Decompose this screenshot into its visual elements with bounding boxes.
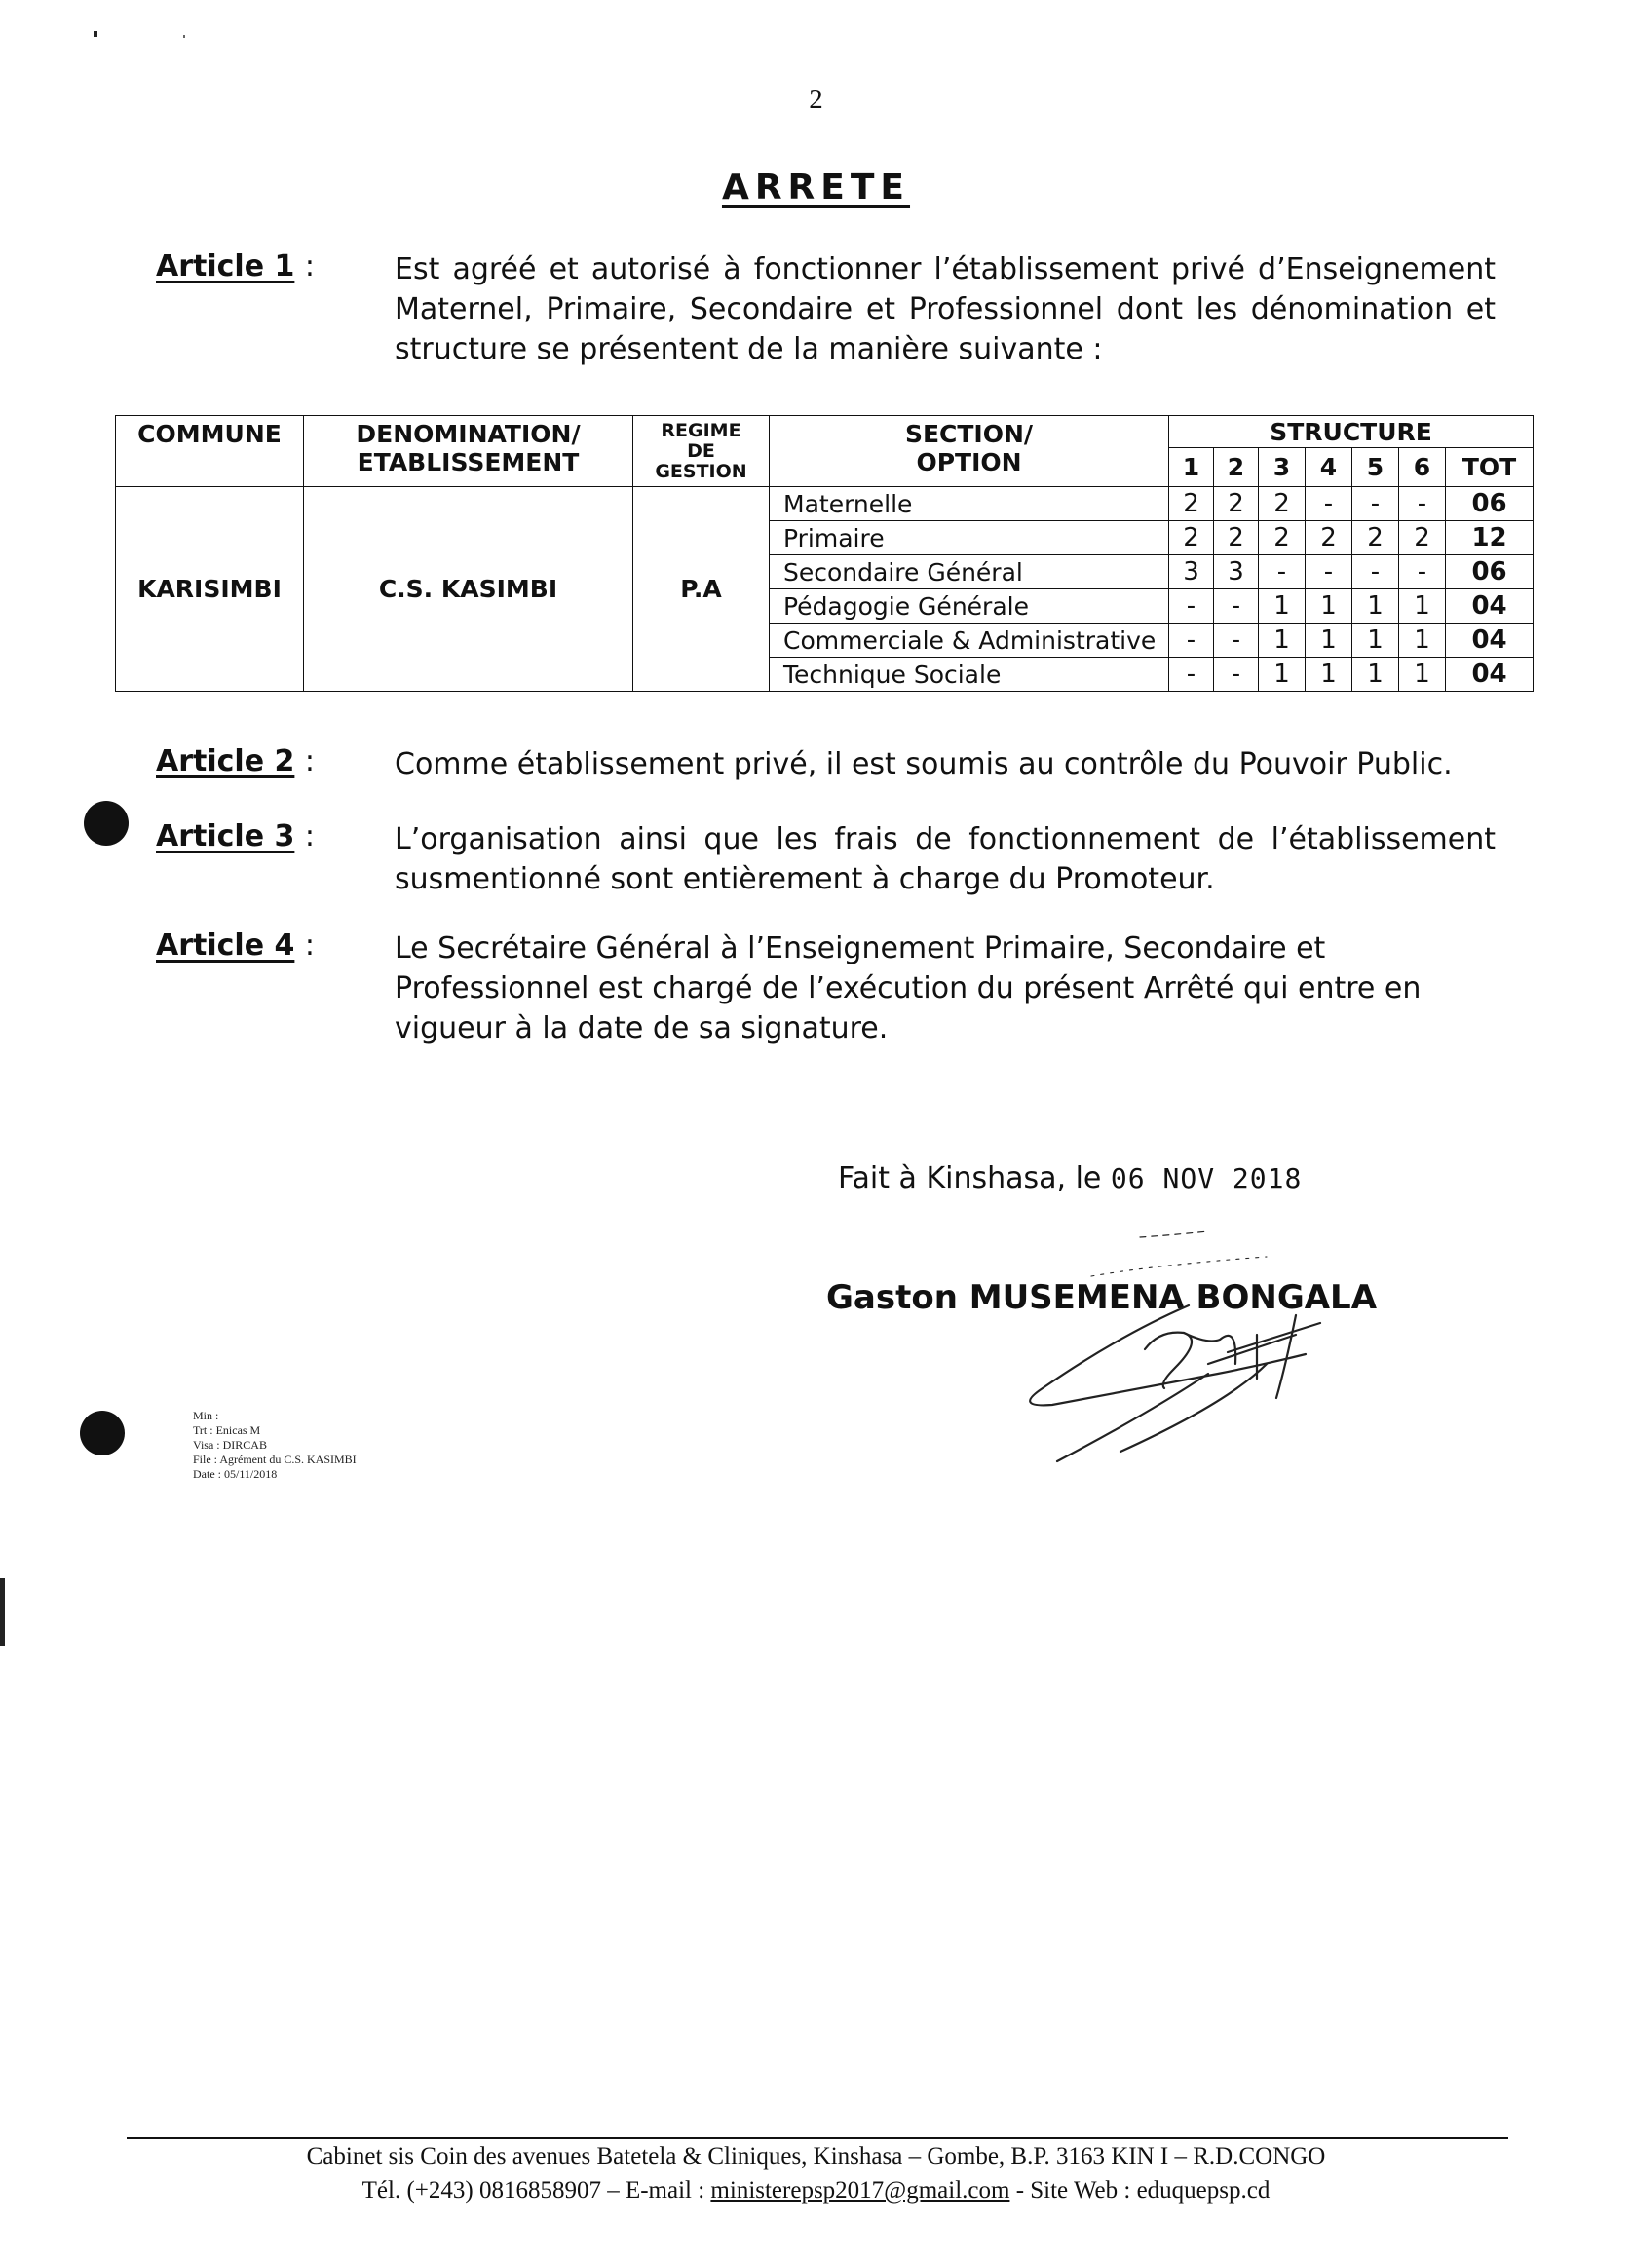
handwritten-signature — [974, 1218, 1384, 1510]
total-cell: 04 — [1446, 658, 1534, 692]
year-cell: 2 — [1214, 487, 1259, 521]
year-cell: 1 — [1399, 624, 1446, 658]
header-year-1: 1 — [1169, 448, 1214, 487]
page-number: 2 — [809, 84, 823, 115]
year-cell: 1 — [1352, 658, 1399, 692]
regime-cell: P.A — [633, 487, 770, 692]
section-cell: Secondaire Général — [770, 555, 1169, 589]
header-regime: REGIME DE GESTION — [633, 416, 770, 487]
header-total: TOT — [1446, 448, 1534, 487]
header-commune: COMMUNE — [116, 416, 304, 487]
year-cell: 1 — [1306, 658, 1352, 692]
article-label-colon: : — [304, 744, 315, 778]
article-2-text: Comme établissement privé, il est soumis au contrôle du Pouvoir Public. — [395, 747, 1453, 781]
footer-email-link[interactable]: ministerepsp2017@gmail.com — [710, 2177, 1010, 2204]
article-label-text: Article 1 — [156, 249, 295, 284]
header-year-2: 2 — [1214, 448, 1259, 487]
article-4-label — [156, 928, 315, 963]
year-cell: 3 — [1214, 555, 1259, 589]
header-denomination: DENOMINATION/ ETABLISSEMENT — [304, 416, 633, 487]
header-structure: STRUCTURE — [1169, 416, 1534, 448]
punch-hole-mark — [80, 1411, 125, 1455]
meta-line: File : Agrément du C.S. KASIMBI — [193, 1453, 357, 1466]
year-cell: 1 — [1352, 589, 1399, 624]
header-year-5: 5 — [1352, 448, 1399, 487]
year-cell: - — [1399, 487, 1446, 521]
header-year-4: 4 — [1306, 448, 1352, 487]
structure-table — [115, 415, 1534, 692]
year-cell: - — [1352, 487, 1399, 521]
section-cell: Primaire — [770, 521, 1169, 555]
document-title: ARRETE — [721, 168, 911, 208]
total-cell: 06 — [1446, 555, 1534, 589]
section-cell: Maternelle — [770, 487, 1169, 521]
footer-contact — [0, 2177, 1632, 2205]
header-section: SECTION/ OPTION — [770, 416, 1169, 487]
total-cell: 04 — [1446, 624, 1534, 658]
year-cell: - — [1399, 555, 1446, 589]
footer-phone: Tél. (+243) 0816858907 – E-mail : — [361, 2177, 705, 2204]
year-cell: 2 — [1352, 521, 1399, 555]
article-label-text: Article 3 — [156, 819, 295, 853]
year-cell: - — [1214, 658, 1259, 692]
footer-rule — [127, 2137, 1508, 2139]
year-cell: 1 — [1352, 624, 1399, 658]
year-cell: - — [1306, 555, 1352, 589]
section-cell: Technique Sociale — [770, 658, 1169, 692]
header-year-3: 3 — [1259, 448, 1306, 487]
year-cell: - — [1169, 658, 1214, 692]
commune-cell: KARISIMBI — [116, 487, 304, 692]
date-line — [838, 1161, 1302, 1195]
year-cell: 2 — [1259, 521, 1306, 555]
article-1-text: Est agréé et autorisé à fonctionner l’établissement privé d’Enseignement Maternel, Primaire, Secondaire et Professionnel dont les dénomination et structure se présentent de la manière suivante : — [395, 252, 1496, 366]
article-label-text: Article 4 — [156, 928, 295, 963]
signatory-name: Gaston MUSEMENA BONGALA — [826, 1278, 1378, 1317]
article-3-text: L’organisation ainsi que les frais de fonctionnement de l’établissement susmentionné sont entièrement à charge du Promoteur. — [395, 822, 1496, 896]
year-cell: 1 — [1259, 589, 1306, 624]
meta-line: Trt : Enicas M — [193, 1423, 261, 1437]
year-cell: - — [1306, 487, 1352, 521]
etablissement-cell: C.S. KASIMBI — [304, 487, 633, 692]
year-cell: 1 — [1306, 589, 1352, 624]
year-cell: - — [1259, 555, 1306, 589]
date-stamp: 06 NOV 2018 — [1110, 1162, 1303, 1194]
scan-speck — [183, 35, 185, 38]
year-cell: 2 — [1306, 521, 1352, 555]
article-label-colon: : — [304, 928, 315, 963]
year-cell: 2 — [1169, 521, 1214, 555]
year-cell: 1 — [1259, 658, 1306, 692]
section-cell: Commerciale & Administrative — [770, 624, 1169, 658]
year-cell: 2 — [1259, 487, 1306, 521]
footer-address: Cabinet sis Coin des avenues Batetela & Cliniques, Kinshasa – Gombe, B.P. 3163 KIN I – R.D.CONGO — [306, 2143, 1326, 2170]
article-1-label — [156, 249, 315, 284]
year-cell: 2 — [1214, 521, 1259, 555]
year-cell: 1 — [1399, 589, 1446, 624]
year-cell: 2 — [1169, 487, 1214, 521]
year-cell: 2 — [1399, 521, 1446, 555]
year-cell: 1 — [1399, 658, 1446, 692]
meta-line: Date : 05/11/2018 — [193, 1467, 278, 1481]
article-4-text: Le Secrétaire Général à l’Enseignement Primaire, Secondaire et Professionnel est chargé de l’exécution du présent Arrêté qui entre en vigueur à la date de sa signature. — [395, 931, 1422, 1045]
scan-speck — [94, 31, 97, 37]
meta-line: Min : — [193, 1409, 219, 1422]
article-label-colon: : — [304, 819, 315, 853]
year-cell: 1 — [1306, 624, 1352, 658]
table-row — [116, 487, 1534, 521]
total-cell: 12 — [1446, 521, 1534, 555]
header-year-6: 6 — [1399, 448, 1446, 487]
total-cell: 06 — [1446, 487, 1534, 521]
year-cell: - — [1169, 624, 1214, 658]
meta-line: Visa : DIRCAB — [193, 1438, 267, 1452]
punch-hole-mark — [84, 801, 129, 846]
section-cell: Pédagogie Générale — [770, 589, 1169, 624]
article-label-colon: : — [304, 249, 315, 284]
document-meta — [193, 1409, 357, 1482]
year-cell: 3 — [1169, 555, 1214, 589]
year-cell: - — [1214, 624, 1259, 658]
scan-edge-mark — [0, 1578, 5, 1646]
date-line-prefix: Fait à Kinshasa, le — [838, 1161, 1102, 1195]
total-cell: 04 — [1446, 589, 1534, 624]
article-3-label — [156, 819, 315, 853]
year-cell: 1 — [1259, 624, 1306, 658]
footer-website: - Site Web : eduquepsp.cd — [1015, 2177, 1271, 2204]
article-2-label — [156, 744, 315, 778]
year-cell: - — [1352, 555, 1399, 589]
year-cell: - — [1169, 589, 1214, 624]
article-label-text: Article 2 — [156, 744, 295, 778]
year-cell: - — [1214, 589, 1259, 624]
